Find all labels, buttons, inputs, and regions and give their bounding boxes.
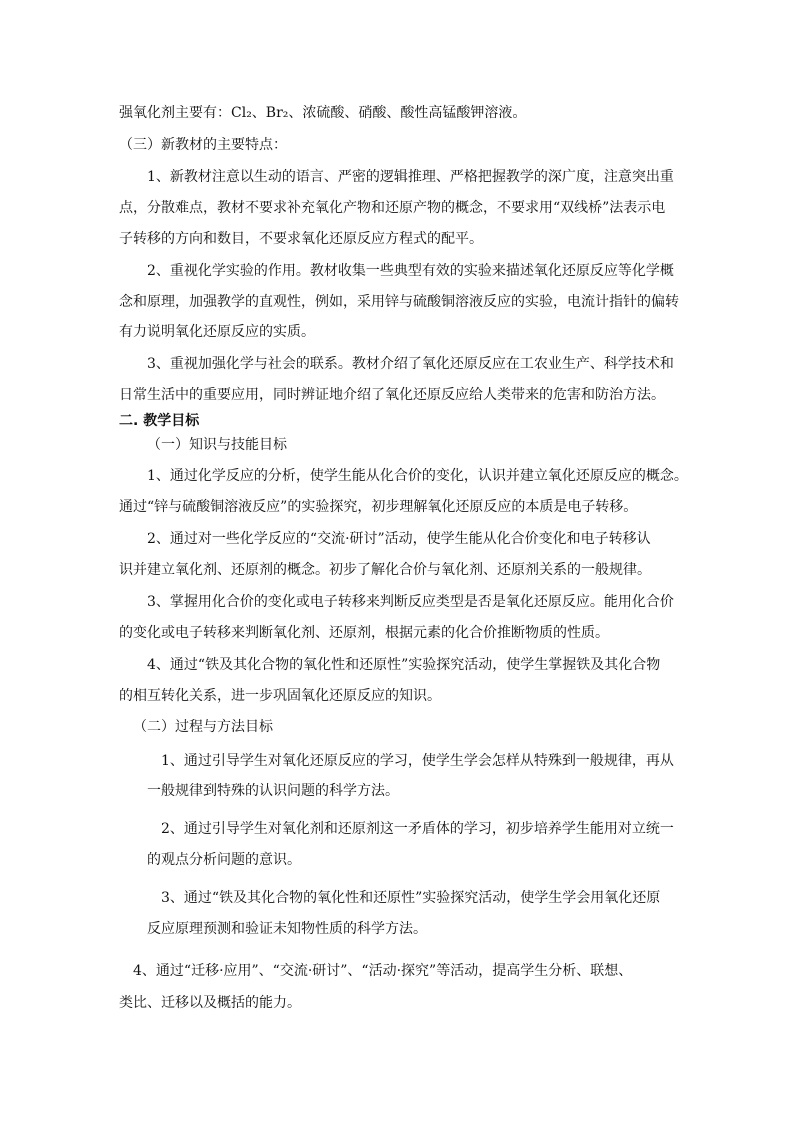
point2-line3: 有力说明氧化还原反应的实质。 xyxy=(119,324,315,340)
process-item2-line1: 2、通过引导学生对氧化剂和还原剂这一矛盾体的学习，初步培养学生能用对立统一 xyxy=(161,821,674,837)
process-item3-line1: 3、通过“铁及其化合物的氧化性和还原性”实验探究活动，使学生学会用氧化还原 xyxy=(161,890,661,906)
point1-line1: 1、新教材注意以生动的语言、严密的逻辑推理、严格把握教学的深广度，注意突出重 xyxy=(147,169,674,185)
knowledge-item3-line2: 的变化或电子转移来判断氧化剂、还原剂，根据元素的化合价推断物质的性质。 xyxy=(119,625,609,641)
point3-line2: 日常生活中的重要应用，同时辨证地介绍了氧化还原反应给人类带来的危害和防治方法。 xyxy=(119,387,665,403)
process-item4-line2: 类比、迁移以及概括的能力。 xyxy=(119,995,301,1011)
process-item4-line1: 4、通过“迁移·应用”、“交流·研讨”、“活动·探究”等活动，提高学生分析、联想、 xyxy=(133,963,633,979)
point1-line3: 子转移的方向和数目，不要求氧化还原反应方程式的配平。 xyxy=(119,231,483,247)
section-two-heading: 二. 教学目标 xyxy=(119,413,200,429)
process-heading: （二）过程与方法目标 xyxy=(133,719,273,735)
knowledge-item2-line1: 2、通过对一些化学反应的“交流·研讨”活动，使学生能从化合价变化和电子转移认 xyxy=(147,531,651,547)
process-item1-line2: 一般规律到特殊的认识问题的科学方法。 xyxy=(147,783,399,799)
point1-line2: 点，分散难点，教材不要求补充氧化产物和还原产物的概念，不要求用“双线桥”法表示电 xyxy=(119,200,666,216)
knowledge-item4-line2: 的相互转化关系，进一步巩固氧化还原反应的知识。 xyxy=(119,688,441,704)
point2-line2: 念和原理，加强教学的直观性，例如，采用锌与硫酸铜溶液反应的实验，电流计指针的偏转 xyxy=(119,294,679,310)
process-item2-line2: 的观点分析问题的意识。 xyxy=(147,852,301,868)
process-item1-line1: 1、通过引导学生对氧化还原反应的学习，使学生学会怎样从特殊到一般规律，再从 xyxy=(161,753,674,769)
section-three-heading: （三）新教材的主要特点： xyxy=(119,137,287,153)
knowledge-item2-line2: 识并建立氧化剂、还原剂的概念。初步了解化合价与氧化剂、还原剂关系的一般规律。 xyxy=(119,562,651,578)
knowledge-item3-line1: 3、掌握用化合价的变化或电子转移来判断反应类型是否是氧化还原反应。能用化合价 xyxy=(147,594,674,610)
knowledge-item4-line1: 4、通过“铁及其化合物的氧化性和还原性”实验探究活动，使学生掌握铁及其化合物 xyxy=(147,657,661,673)
process-item3-line2: 反应原理预测和验证未知物性质的科学方法。 xyxy=(147,921,427,937)
intro-line: 强氧化剂主要有：Cl₂、Br₂、浓硫酸、硝酸、酸性高锰酸钾溶液。 xyxy=(119,105,527,121)
point3-line1: 3、重视加强化学与社会的联系。教材介绍了氧化还原反应在工农业生产、科学技术和 xyxy=(147,356,674,372)
knowledge-heading: （一）知识与技能目标 xyxy=(147,437,287,453)
knowledge-item1-line1: 1、通过化学反应的分析，使学生能从化合价的变化，认识并建立氧化还原反应的概念。 xyxy=(147,468,688,484)
knowledge-item1-line2: 通过“锌与硫酸铜溶液反应”的实验探究，初步理解氧化还原反应的本质是电子转移。 xyxy=(119,499,638,515)
point2-line1: 2、重视化学实验的作用。教材收集一些典型有效的实验来描述氧化还原反应等化学概 xyxy=(147,263,674,279)
